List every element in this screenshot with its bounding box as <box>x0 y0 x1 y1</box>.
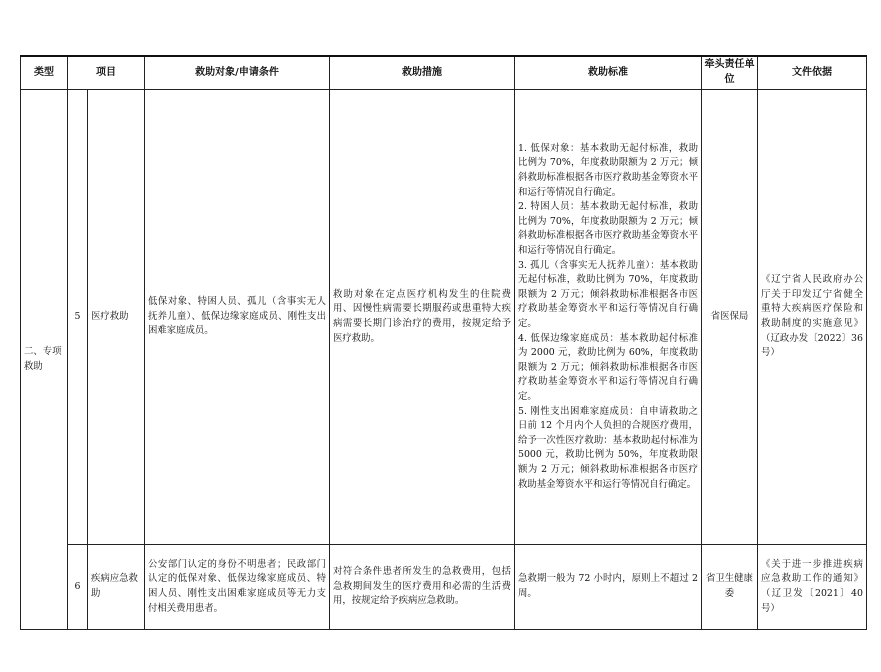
header-basis: 文件依据 <box>758 56 867 90</box>
header-category: 类型 <box>21 56 68 90</box>
measures-cell: 救助对象在定点医疗机构发生的住院费用、因慢性病需要长期服药或患重特大疾病需要长期门诊治疗的费用，按规定给予医疗救助。 <box>330 90 515 545</box>
header-standard: 救助标准 <box>515 56 702 90</box>
target-cell: 公安部门认定的身份不明患者；民政部门认定的低保对象、低保边缘家庭成员、特困人员、刚性支出困难家庭成员等无力支付相关费用患者。 <box>145 545 330 630</box>
standard-cell <box>515 90 702 545</box>
standard-item: 1. 低保对象：基本救助无起付标准，救助比例为 70%，年度救助限额为 2 万元；倾斜救助标准根据各市医疗救助基金筹资水平和运行等情况自行确定。 <box>518 142 698 198</box>
table-row-medical-aid <box>21 90 867 545</box>
row-number: 6 <box>68 545 88 630</box>
header-project: 项目 <box>68 56 145 90</box>
table-row-emergency-aid <box>21 545 867 630</box>
policy-table <box>20 55 867 630</box>
basis-cell: 《关于进一步推进疾病应急救助工作的通知》（辽卫发〔2021〕40号） <box>758 545 867 630</box>
table-header-row <box>21 56 867 90</box>
target-cell: 低保对象、特困人员、孤儿（含事实无人抚养儿童）、低保边缘家庭成员、刚性支出困难家庭成员。 <box>145 90 330 545</box>
standard-item: 2. 特困人员：基本救助无起付标准，救助比例为 70%，年度救助限额为 2 万元；倾斜救助标准根据各市医疗救助基金筹资水平和运行等情况自行确定。 <box>518 201 698 257</box>
row-number: 5 <box>68 90 88 545</box>
header-measures: 救助措施 <box>330 56 515 90</box>
lead-unit-cell: 省卫生健康委 <box>702 545 758 630</box>
project-name: 疾病应急救助 <box>88 545 145 630</box>
standard-item: 3. 孤儿（含事实无人抚养儿童）：基本救助无起付标准，救助比例为 70%，年度救助限额为 2 万元；倾斜救助标准根据各市医疗救助基金筹资水平和运行等情况自行确定。 <box>518 259 698 329</box>
header-target: 救助对象/申请条件 <box>145 56 330 90</box>
project-name: 医疗救助 <box>88 90 145 545</box>
standard-item: 4. 低保边缘家庭成员：基本救助起付标准为 2000 元，救助比例为 60%，年度救助限额为 2 万元；倾斜救助标准根据各市医疗救助基金筹资水平和运行等情况自行确定。 <box>518 332 698 402</box>
category-cell: 二、专项救助 <box>21 90 68 630</box>
header-lead-unit: 牵头责任单位 <box>702 56 758 90</box>
standard-item: 5. 刚性支出困难家庭成员：自申请救助之日前 12 个月内个人负担的合规医疗费用，给予一次性医疗救助：基本救助起付标准为 5000 元，救助比例为 50%，年度救助限额为 2 万元；倾斜救助标准根据各市医疗救助基金筹资水平和运行等情况自行确定。 <box>518 405 698 490</box>
standard-cell: 急救期一般为 72 小时内，原则上不超过 2 周。 <box>515 545 702 630</box>
basis-cell: 《辽宁省人民政府办公厅关于印发辽宁省健全重特大疾病医疗保险和救助制度的实施意见》（辽政办发〔2022〕36号） <box>758 90 867 545</box>
measures-cell: 对符合条件患者所发生的急救费用，包括急救期间发生的医疗费用和必需的生活费用，按规定给予疾病应急救助。 <box>330 545 515 630</box>
lead-unit-cell: 省医保局 <box>702 90 758 545</box>
